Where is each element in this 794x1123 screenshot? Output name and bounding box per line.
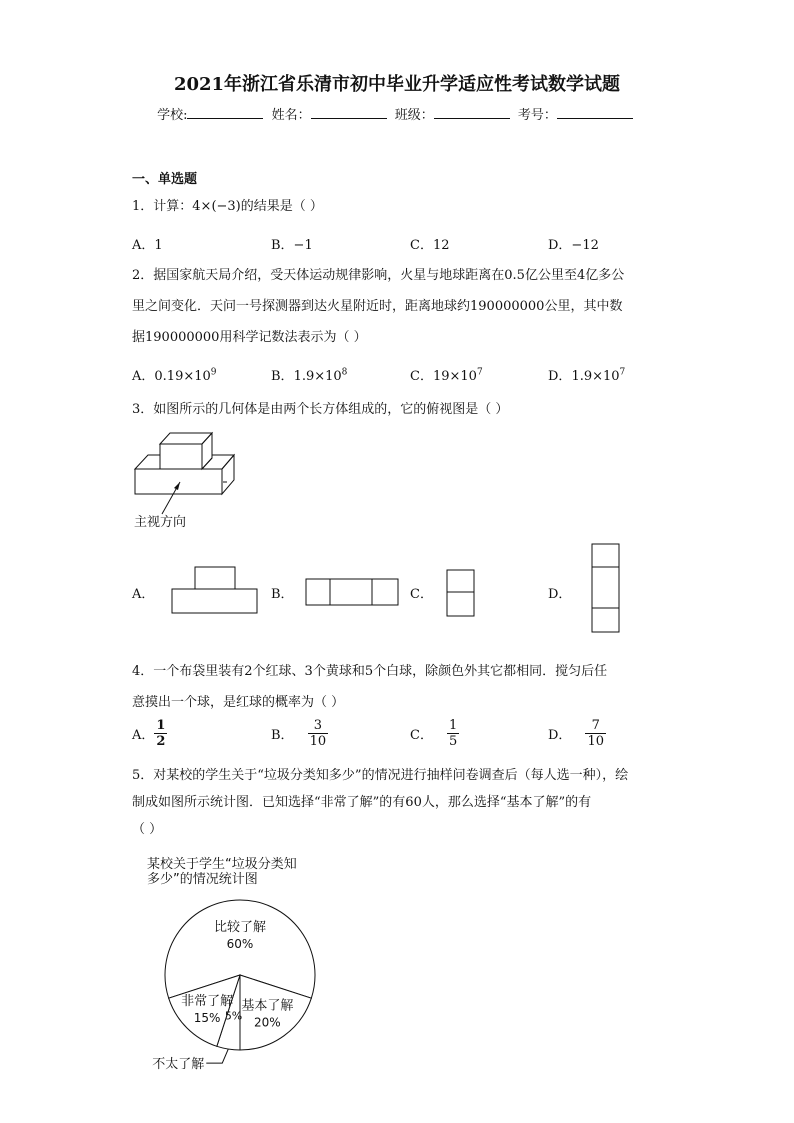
q4-option-b[interactable] bbox=[271, 718, 328, 749]
q2-a-letter: A． bbox=[132, 369, 155, 384]
q3-figure-label: 主视方向 bbox=[134, 515, 187, 530]
q5-line-3: （ ） bbox=[132, 822, 163, 837]
q3-option-c-figure[interactable] bbox=[446, 569, 476, 619]
q4-c-fraction bbox=[447, 718, 459, 749]
q1-prefix: 1．计算： bbox=[132, 199, 193, 214]
q4-option-c[interactable] bbox=[410, 718, 459, 749]
q2-c-letter: C． bbox=[410, 369, 433, 384]
q1-option-d[interactable]: D．−12 bbox=[548, 238, 599, 253]
q3-option-c[interactable]: C． bbox=[410, 587, 433, 602]
q3-option-b-figure[interactable] bbox=[305, 578, 400, 608]
q4-b-num: 3 bbox=[308, 718, 329, 734]
q1-expression: 4×(−3) bbox=[192, 199, 241, 214]
exam-no-label: 考号： bbox=[517, 108, 557, 123]
q2-b-exp: 8 bbox=[341, 367, 348, 378]
name-label: 姓名： bbox=[271, 108, 311, 123]
q2-option-b[interactable] bbox=[271, 365, 347, 384]
q2-line-1: 2．据国家航天局介绍，受天体运动规律影响，火星与地球距离在0.5亿公里至4亿多公 bbox=[132, 268, 625, 283]
q3-option-b[interactable]: B． bbox=[271, 587, 294, 602]
q4-c-letter: C． bbox=[410, 728, 433, 743]
q3-option-d[interactable]: D． bbox=[548, 587, 572, 602]
q4-b-den: 10 bbox=[309, 734, 327, 749]
q4-a-den: 2 bbox=[156, 734, 166, 749]
chart-title-line-1: 某校关于学生“垃圾分类知 bbox=[147, 857, 297, 872]
q2-option-c[interactable] bbox=[410, 365, 483, 384]
q2-c-base: 19×10 bbox=[432, 369, 477, 384]
q2-a-base: 0.19×10 bbox=[154, 369, 211, 384]
q3-option-a-figure[interactable] bbox=[170, 566, 260, 616]
q4-c-den: 5 bbox=[448, 734, 458, 749]
class-blank[interactable] bbox=[434, 107, 510, 119]
q4-option-d[interactable] bbox=[548, 718, 606, 749]
pie-value-label-1: 60% bbox=[226, 936, 254, 951]
q4-a-fraction bbox=[154, 718, 167, 749]
q2-option-d[interactable] bbox=[548, 365, 625, 384]
q1-option-b[interactable]: B．−1 bbox=[271, 238, 313, 253]
question-4-stem bbox=[132, 658, 662, 716]
pie-category-label-3: 不太了解 bbox=[152, 1057, 205, 1073]
q4-line-2: 意摸出一个球，是红球的概率为（ ） bbox=[132, 695, 345, 710]
q2-a-exp: 9 bbox=[210, 367, 217, 378]
q2-b-letter: B． bbox=[271, 369, 294, 384]
q2-line-3: 据190000000用科学记数法表示为（ ） bbox=[132, 330, 367, 345]
section-heading: 一、单选题 bbox=[132, 172, 198, 187]
class-label: 班级： bbox=[394, 108, 434, 123]
pie-category-label-2: 基本了解 bbox=[241, 998, 294, 1014]
q1-option-a[interactable]: A．1 bbox=[132, 238, 163, 253]
q2-d-letter: D． bbox=[548, 369, 572, 384]
pie-category-label-1: 比较了解 bbox=[213, 919, 267, 935]
chart-title-line-2: 多少”的情况统计图 bbox=[147, 872, 258, 887]
school-blank[interactable] bbox=[187, 107, 263, 119]
question-3-stem: 3．如图所示的几何体是由两个长方体组成的，它的俯视图是（ ） bbox=[132, 402, 509, 417]
q4-line-1: 4．一个布袋里装有2个红球、3个黄球和5个白球，除颜色外其它都相同．搅匀后任 bbox=[132, 664, 608, 679]
q5-pie-chart bbox=[120, 850, 350, 1073]
q4-a-num: 1 bbox=[156, 718, 166, 733]
q5-line-1: 5．对某校的学生关于“垃圾分类知多少”的情况进行抽样问卷调查后（每人选一种），绘 bbox=[132, 768, 629, 783]
question-5-stem bbox=[132, 762, 662, 843]
pie-value-label-4: 15% bbox=[193, 1010, 221, 1025]
q4-a-letter: A． bbox=[132, 728, 155, 743]
q2-option-a[interactable] bbox=[132, 365, 217, 384]
page-title: 2021年浙江省乐清市初中毕业升学适应性考试数学试题 bbox=[173, 74, 621, 95]
q4-d-letter: D． bbox=[548, 728, 572, 743]
q5-line-2: 制成如图所示统计图．已知选择“非常了解”的有60人，那么选择“基本了解”的有 bbox=[132, 795, 592, 810]
q1-option-c[interactable]: C．12 bbox=[410, 238, 450, 253]
q4-d-fraction bbox=[585, 718, 606, 749]
pie-value-label-2: 20% bbox=[253, 1015, 281, 1030]
name-blank[interactable] bbox=[311, 107, 387, 119]
school-label: 学校: bbox=[157, 108, 188, 123]
q4-b-letter: B． bbox=[271, 728, 294, 743]
q3-solid-figure bbox=[130, 428, 250, 508]
q2-d-exp: 7 bbox=[619, 367, 626, 378]
q4-d-num: 7 bbox=[585, 718, 606, 734]
pie-value-label-3: 5% bbox=[224, 1009, 243, 1023]
question-1-stem bbox=[132, 193, 662, 220]
q4-d-den: 10 bbox=[587, 734, 604, 749]
q2-b-base: 1.9×10 bbox=[293, 369, 342, 384]
pie-category-label-4: 非常了解 bbox=[181, 993, 234, 1009]
q2-line-2: 里之间变化．天问一号探测器到达火星附近时，距离地球约190000000公里，其中数 bbox=[132, 299, 623, 314]
question-2-stem bbox=[132, 262, 662, 351]
student-info-row bbox=[0, 104, 794, 123]
q2-d-base: 1.9×10 bbox=[571, 369, 620, 384]
exam-no-blank[interactable] bbox=[557, 107, 633, 119]
q4-c-num: 1 bbox=[448, 718, 458, 733]
q4-option-a[interactable] bbox=[132, 718, 167, 749]
q4-b-fraction bbox=[308, 718, 329, 749]
q1-suffix: 的结果是（ ） bbox=[240, 199, 323, 214]
q3-option-a[interactable]: A． bbox=[132, 587, 155, 602]
pie-leader-line-3 bbox=[206, 1049, 228, 1063]
q3-option-d-figure[interactable] bbox=[591, 543, 621, 635]
q2-c-exp: 7 bbox=[476, 367, 483, 378]
